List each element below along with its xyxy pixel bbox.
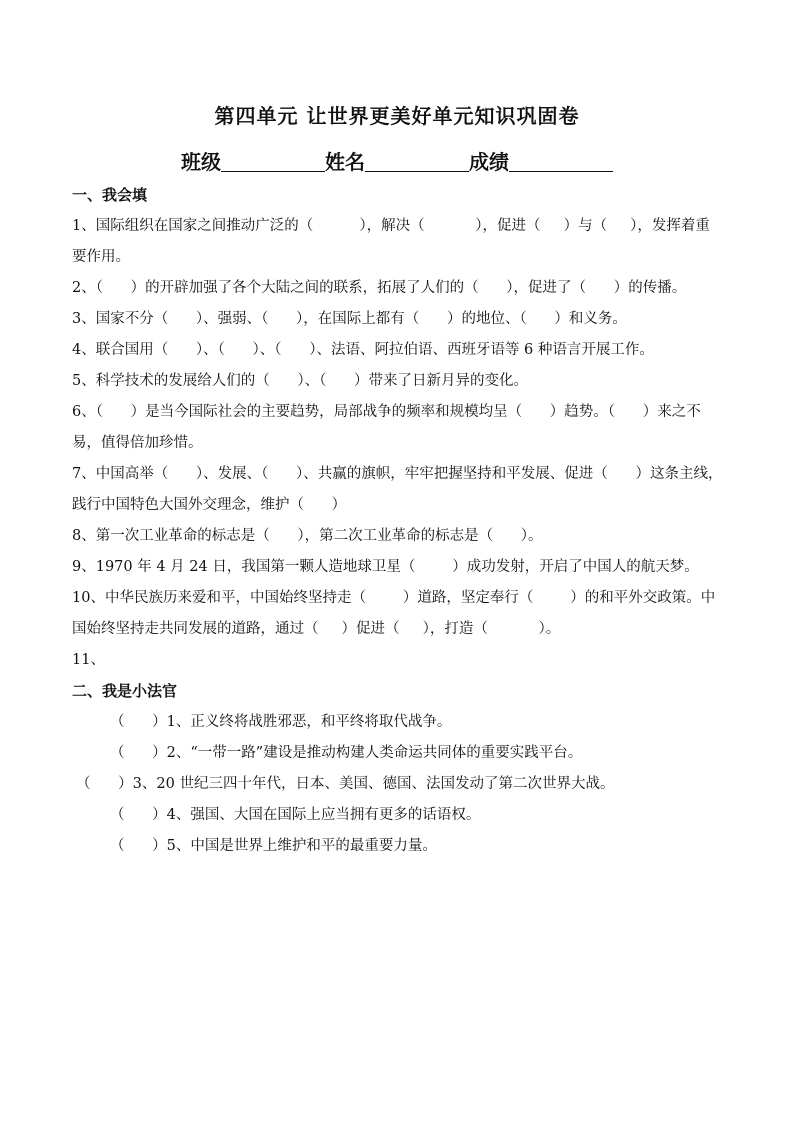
- answer-blank[interactable]: [586, 273, 614, 304]
- answer-blank[interactable]: [527, 304, 555, 335]
- item-text: ）是当今国际社会的主要趋势，局部战争的频率和规模均呈（: [130, 404, 523, 420]
- item-text: ）、（: [297, 373, 327, 389]
- true-false-list: [72, 707, 724, 862]
- item-text: 8、第一次工业革命的标志是（: [72, 528, 270, 544]
- answer-blank[interactable]: [168, 335, 196, 366]
- bracket-open: （: [76, 776, 91, 792]
- item-text: ）和义务。: [554, 311, 627, 327]
- item-text: ）的和平外交政策。中国始终坚持走共同发展的道路，通过（: [72, 590, 716, 637]
- bracket-open: （: [110, 745, 125, 761]
- judgement-item: [72, 769, 724, 800]
- item-text: ），打造（: [422, 621, 488, 637]
- answer-blank[interactable]: [268, 459, 296, 490]
- answer-blank[interactable]: [425, 211, 476, 242]
- answer-blank[interactable]: [103, 397, 131, 428]
- bracket-open: （: [110, 714, 125, 730]
- answer-blank[interactable]: [493, 521, 521, 552]
- item-text: ）的传播。: [613, 280, 687, 296]
- answer-blank[interactable]: [326, 366, 354, 397]
- page-title: 第四单元 让世界更美好单元知识巩固卷: [214, 104, 580, 128]
- fill-blank-item: [72, 273, 724, 304]
- answer-blank[interactable]: [268, 304, 296, 335]
- answer-blank[interactable]: [366, 583, 403, 614]
- item-text: ），促进了（: [506, 280, 587, 296]
- item-text: ）、发展、（: [195, 466, 269, 482]
- item-text: 11、: [72, 652, 105, 668]
- answer-blank[interactable]: [125, 714, 153, 730]
- answer-blank[interactable]: [415, 552, 452, 583]
- name-label: 姓名: [325, 150, 365, 174]
- item-text: ）、法语、阿拉伯语、西班牙语等 6 种语言开展工作。: [309, 342, 654, 358]
- item-text: ）。: [538, 621, 561, 637]
- item-text: ）与（: [563, 218, 608, 234]
- item-text: ），第二次工业革命的标志是（: [297, 528, 494, 544]
- class-blank[interactable]: [221, 151, 325, 172]
- item-text: ），解决（: [359, 218, 425, 234]
- judgement-item: [72, 738, 724, 769]
- statement-text: ）3、20 世纪三四十年代，日本、美国、德国、法国发动了第二次世界大战。: [118, 776, 615, 792]
- name-blank[interactable]: [365, 151, 469, 172]
- answer-blank[interactable]: [168, 459, 196, 490]
- score-label: 成绩: [469, 150, 509, 174]
- item-text: ）这条主线，践行中国特色大国外交理念，维护（: [72, 466, 723, 513]
- statement-text: ）2、“一带一路”建设是推动构建人类命运共同体的重要实践平台。: [152, 745, 583, 761]
- answer-blank[interactable]: [522, 397, 550, 428]
- statement-text: ）1、正义终将战胜邪恶，和平终将取代战争。: [152, 714, 452, 730]
- item-text: ）的地位、（: [446, 311, 527, 327]
- fill-blank-item: [72, 521, 724, 552]
- item-text: 9、1970 年 4 月 24 日，我国第一颗人造地球卫星（: [72, 559, 416, 575]
- item-text: ）促进（: [341, 621, 400, 637]
- fill-blank-item: [72, 552, 724, 583]
- item-text: ）、共赢的旗帜，牢牢把握坚持和平发展、促进（: [296, 466, 608, 482]
- answer-blank[interactable]: [607, 211, 630, 242]
- item-text: 3、国家不分（: [72, 311, 169, 327]
- answer-blank[interactable]: [125, 838, 153, 854]
- worksheet-content: [72, 180, 724, 862]
- statement-text: ）5、中国是世界上维护和平的最重要力量。: [152, 838, 437, 854]
- bracket-open: （: [110, 838, 125, 854]
- item-text: 1、国际组织在国家之间推动广泛的（: [72, 218, 314, 234]
- section1-heading: 一、我会填: [72, 186, 148, 204]
- answer-blank[interactable]: [270, 366, 298, 397]
- item-text: ）道路，坚定奉行（: [402, 590, 534, 606]
- answer-blank[interactable]: [313, 211, 359, 242]
- fill-blank-item: [72, 304, 724, 335]
- item-text: ）的开辟加强了各个大陆之间的联系，拓展了人们的（: [130, 280, 479, 296]
- item-text: 10、中华民族历来爱和平，中国始终坚持走（: [72, 590, 366, 606]
- answer-blank[interactable]: [400, 614, 423, 645]
- item-text: ），发挥着重要作用。: [72, 218, 710, 265]
- fill-blank-item: [72, 366, 724, 397]
- item-text: 7、中国高举（: [72, 466, 169, 482]
- statement-text: ）4、强国、大国在国际上应当拥有更多的话语权。: [152, 807, 481, 823]
- item-text: ），促进（: [475, 218, 541, 234]
- score-blank[interactable]: [509, 151, 613, 172]
- fill-blank-list: [72, 211, 724, 676]
- item-text: ）趋势。（: [549, 404, 616, 420]
- answer-blank[interactable]: [479, 273, 507, 304]
- answer-blank[interactable]: [282, 335, 310, 366]
- fill-blank-item: [72, 645, 724, 676]
- item-text: ）来之不易，值得倍加珍惜。: [72, 404, 701, 451]
- item-text: ），在国际上都有（: [296, 311, 420, 327]
- answer-blank[interactable]: [304, 490, 332, 521]
- answer-blank[interactable]: [615, 397, 643, 428]
- item-text: 2、（: [72, 280, 103, 296]
- item-text: 5、科学技术的发展给人们的（: [72, 373, 270, 389]
- fill-blank-item: [72, 583, 724, 645]
- item-text: ）: [331, 497, 347, 513]
- item-text: ）、（: [252, 342, 282, 358]
- answer-blank[interactable]: [103, 273, 131, 304]
- answer-blank[interactable]: [225, 335, 253, 366]
- answer-blank[interactable]: [488, 614, 539, 645]
- item-text: ）带来了日新月异的变化。: [354, 373, 529, 389]
- fill-blank-item: [72, 397, 724, 459]
- answer-blank[interactable]: [608, 459, 636, 490]
- judgement-item: [72, 800, 724, 831]
- section2-heading: 二、我是小法官: [72, 682, 178, 700]
- answer-blank[interactable]: [419, 304, 447, 335]
- answer-blank[interactable]: [125, 807, 153, 823]
- answer-blank[interactable]: [125, 745, 153, 761]
- fill-blank-item: [72, 211, 724, 273]
- answer-blank[interactable]: [168, 304, 196, 335]
- answer-blank[interactable]: [319, 614, 342, 645]
- item-text: ）、（: [195, 342, 225, 358]
- answer-blank[interactable]: [541, 211, 564, 242]
- item-text: ）成功发射，开启了中国人的航天梦。: [452, 559, 699, 575]
- item-text: ）、强弱、（: [195, 311, 269, 327]
- answer-blank[interactable]: [533, 583, 570, 614]
- answer-blank[interactable]: [270, 521, 298, 552]
- fill-blank-item: [72, 335, 724, 366]
- item-text: 6、（: [72, 404, 103, 420]
- judgement-item: [72, 707, 724, 738]
- answer-blank[interactable]: [91, 776, 119, 792]
- class-label: 班级: [181, 150, 221, 174]
- judgement-item: [72, 831, 724, 862]
- student-info-line: [0, 146, 794, 175]
- fill-blank-item: [72, 459, 724, 521]
- item-text: 4、联合国用（: [72, 342, 169, 358]
- bracket-open: （: [110, 807, 125, 823]
- item-text: ）。: [520, 528, 543, 544]
